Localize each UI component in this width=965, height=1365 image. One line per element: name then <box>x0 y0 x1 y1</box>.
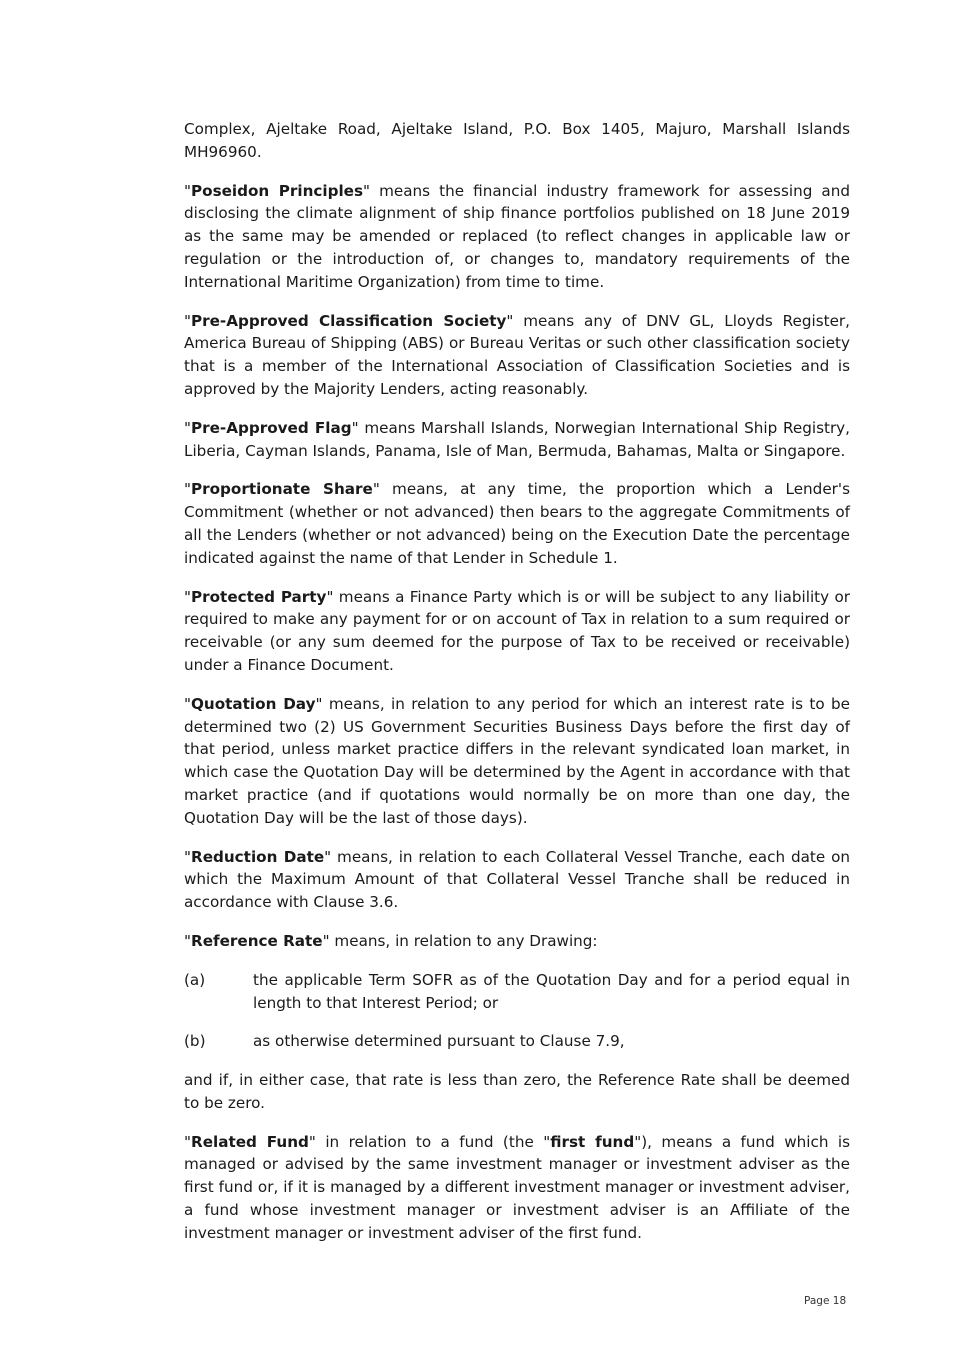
intro-fragment: Complex, Ajeltake Road, Ajeltake Island, P.O. Box 1405, Majuro, Marshall Islands MH96960. <box>184 120 850 161</box>
term-pre-approved-flag: Pre-Approved Flag <box>191 418 352 437</box>
definition-reference-rate: "Reference Rate" means, in relation to any Drawing: <box>184 931 598 950</box>
term-first-fund: first fund <box>550 1132 635 1151</box>
term-reduction-date: Reduction Date <box>191 847 325 866</box>
definition-reduction-date: "Reduction Date" means, in relation to each Collateral Vessel Tranche, each date on which the Maximum Amount of that Collateral Vessel Tranche shall be reduced in accordance with Clause 3.6. <box>184 847 850 912</box>
definition-related-fund: "Related Fund" in relation to a fund (the "first fund"), means a fund which is managed or advised by the same investment manager or investment adviser as the first fund or, if it is managed by a different investment manager or investment adviser, a fund whose investment manager or investment adviser is an Affiliate of the investment manager or investment adviser of the first fund. <box>184 1132 851 1242</box>
list-item-text: the applicable Term SOFR as of the Quotation Day and for a period equal in length to that Interest Period; or <box>253 970 850 1012</box>
term-pre-approved-classification-society: Pre-Approved Classification Society <box>191 311 507 330</box>
page-number: Page 18 <box>804 1295 847 1307</box>
list-item-text: as otherwise determined pursuant to Clause 7.9, <box>253 1032 625 1051</box>
definition-pre-approved-classification-society: "Pre-Approved Classification Society" means any of DNV GL, Lloyds Register, America Bureau of Shipping (ABS) or Bureau Veritas or such other classification society that is a member of the International Association of Classification Societies and is approved by the Majority Lenders, acting reasonably. <box>184 311 850 398</box>
term-quotation-day: Quotation Day <box>191 694 316 713</box>
list-item-label: (b) <box>184 1032 206 1051</box>
list-item <box>184 969 850 1015</box>
term-poseidon-principles: Poseidon Principles <box>191 181 364 200</box>
document-body <box>184 118 850 1261</box>
list-item-label: (a) <box>184 970 206 989</box>
definition-proportionate-share: "Proportionate Share" means, at any time, the proportion which a Lender's Commitment (whether or not advanced) then bears to the aggregate Commitments of all the Lenders (whether or not advanced) being on the Execution Date the percentage indicated against the name of that Lender in Schedule 1. <box>184 480 850 567</box>
definition-protected-party: "Protected Party" means a Finance Party which is or will be subject to any liability or required to make any payment for or on account of Tax in relation to a sum required or receivable (or any sum deemed for the purpose of Tax to be received or receivable) under a Finance Document. <box>184 587 850 674</box>
term-protected-party: Protected Party <box>191 587 327 606</box>
definition-poseidon-principles: "Poseidon Principles" means the financial industry framework for assessing and disclosing the climate alignment of ship finance portfolios published on 18 June 2019 as the same may be amended or replaced (to reflect changes in applicable law or regulation or the introduction of, or changes to, mandatory requirements of the International Maritime Organization) from time to time. <box>184 181 850 291</box>
definition-pre-approved-flag: "Pre-Approved Flag" means Marshall Islands, Norwegian International Ship Registry, Liberia, Cayman Islands, Panama, Isle of Man, Bermuda, Bahamas, Malta or Singapore. <box>184 418 850 460</box>
definition-quotation-day: "Quotation Day" means, in relation to any period for which an interest rate is to be determined two (2) US Government Securities Business Days before the first day of that period, unless market practice differs in the relevant syndicated loan market, in which case the Quotation Day will be determined by the Agent in accordance with that market practice (and if quotations would normally be on more than one day, the Quotation Day will be the last of those days). <box>184 694 851 827</box>
term-related-fund: Related Fund <box>191 1132 309 1151</box>
term-proportionate-share: Proportionate Share <box>191 480 373 499</box>
term-reference-rate: Reference Rate <box>191 931 323 950</box>
reference-rate-tail: and if, in either case, that rate is less than zero, the Reference Rate shall be deemed to be zero. <box>184 1071 850 1112</box>
list-item <box>184 1030 850 1053</box>
